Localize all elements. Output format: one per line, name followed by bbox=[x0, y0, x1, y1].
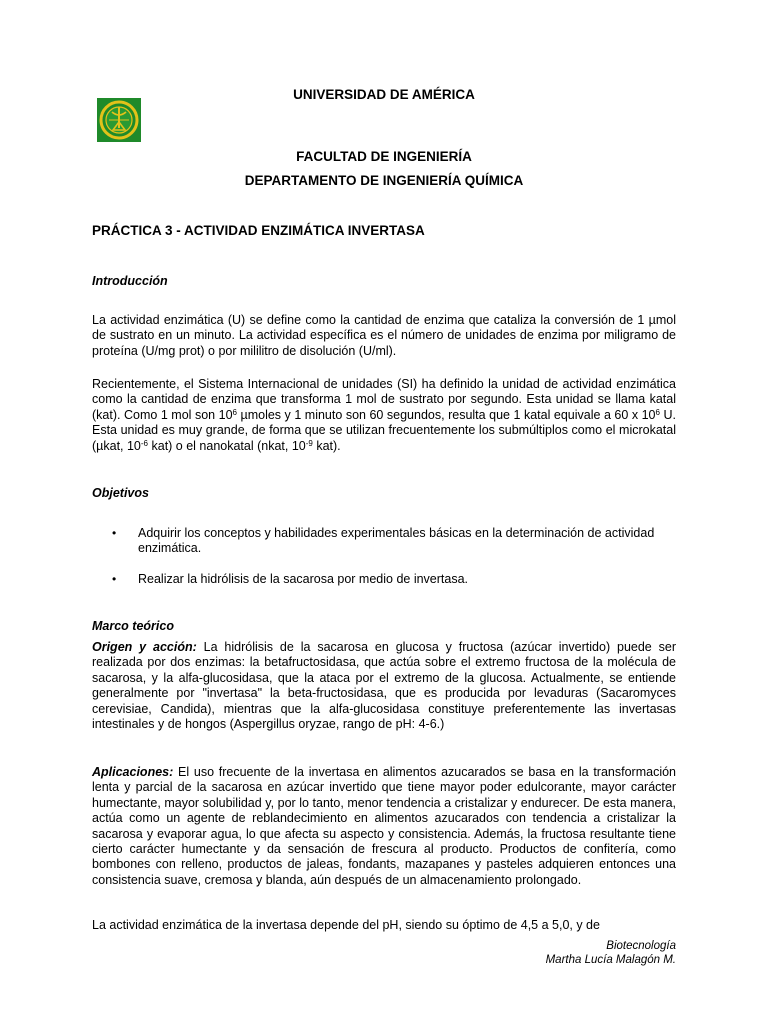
bullet-icon: • bbox=[112, 572, 117, 586]
footer-subject: Biotecnología bbox=[606, 940, 676, 952]
objective-text: Realizar la hidrólisis de la sacarosa por medio de invertasa. bbox=[138, 572, 469, 586]
intro-heading: Introducción bbox=[92, 274, 168, 288]
framework-heading: Marco teórico bbox=[92, 619, 174, 633]
applications-paragraph: Aplicaciones: El uso frecuente de la invertasa en alimentos azucarados se basa en la transformación lenta y parcial de la sacarosa en azúcar invertido que tiene mayor poder edulcorante, mayor carácter humectante, mayor solubilidad y, por lo tanto, menor tendencia a cristalizar y endurecer. De esta manera, actúa como un agente de reblandecimiento en alimentos azucarados con tendencia a cristalizar la sacarosa y evaporar agua, lo que afecta su aspecto y consistencia. Además, la fructosa resultante tiene cierto carácter humectante y da sensación de frescura al producto. Productos de confitería, como bombones con relleno, productos de jaleas, fondants, mazapanes y pasteles adquieren entonces una consistencia suave, cremosa y blanda, aún después de un almacenamiento prolongado. bbox=[92, 765, 676, 887]
department-title: DEPARTAMENTO DE INGENIERÍA QUÍMICA bbox=[244, 173, 524, 188]
origin-lead: Origen y acción: bbox=[92, 640, 197, 654]
objective-text: Adquirir los conceptos y habilidades experimentales básicas en la determinación de actividad enzimática. bbox=[138, 526, 655, 556]
objectives-heading: Objetivos bbox=[92, 486, 149, 500]
origin-paragraph: Origen y acción: La hidrólisis de la sacarosa en glucosa y fructosa (azúcar invertido) puede ser realizada por dos enzimas: la betafructosidasa, que actúa sobre el extremo fructosa de la molécula de sacarosa, y la alfa-glucosidasa, que la ataca por el extremo de la glucosa. Actualmente, se entiende generalmente por "invertasa" la beta-fructosidasa, que es producida por levaduras (Sacaromyces cerevisiae, Candida), mientras que la alfa-glucosidasa constituye preferentemente las invertasas intestinales y de hongos (Aspergillus oryzae, rango de pH: 4-6.) bbox=[92, 640, 676, 732]
faculty-title: FACULTAD DE INGENIERÍA bbox=[296, 149, 472, 164]
bullet-icon: • bbox=[112, 526, 117, 540]
university-title: UNIVERSIDAD DE AMÉRICA bbox=[293, 87, 475, 102]
applications-lead: Aplicaciones: bbox=[92, 765, 174, 779]
footer-author: Martha Lucía Malagón M. bbox=[545, 954, 676, 966]
intro-paragraph-1: La actividad enzimática (U) se define como la cantidad de enzima que cataliza la conversión de 1 µmol de sustrato en un minuto. La actividad específica es el número de unidades de enzima por miligramo de proteína (U/mg prot) o por mililitro de disolución (U/ml). bbox=[92, 313, 676, 358]
ph-paragraph: La actividad enzimática de la invertasa depende del pH, siendo su óptimo de 4,5 a 5,0, y de bbox=[92, 918, 600, 932]
university-seal-icon bbox=[97, 98, 141, 142]
intro-paragraph-2: Recientemente, el Sistema Internacional de unidades (SI) ha definido la unidad de actividad enzimática como la cantidad de enzima que transforma 1 mol de sustrato por segundo. Esta unidad se llama katal (kat). Como 1 mol son $10^6$ µmoles y 1 minuto son 60 segundos, resulta que 1 katal equivale a 60 x $10^6$ U. Esta unidad es muy grande, de forma que se utilizan frecuentemente los submúltiplos como el microkatal (µkat, $10^{-6}$ kat) o el nanokatal (nkat, $10^{-9}$ kat). bbox=[92, 377, 676, 453]
practice-title: PRÁCTICA 3 - ACTIVIDAD ENZIMÁTICA INVERTASA bbox=[92, 223, 425, 238]
